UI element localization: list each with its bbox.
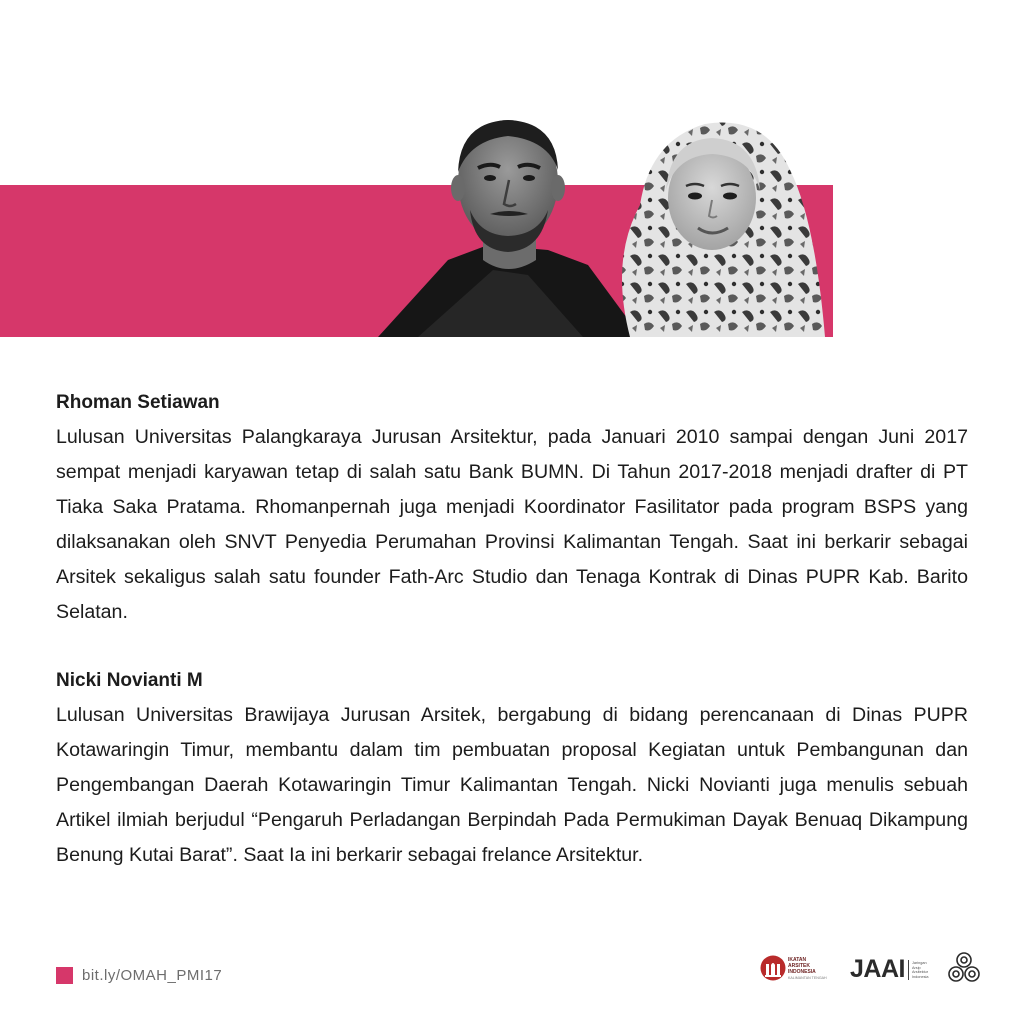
- jaai-logo: [850, 954, 942, 984]
- divider: [908, 960, 909, 980]
- jaai-logo-subtext: Jaringan Arsip Arsitektur Indonesia: [912, 961, 929, 979]
- portrait-nicki-novianti: [600, 110, 833, 337]
- person-name: Nicki Novianti M: [56, 670, 203, 691]
- partner-logos: [760, 948, 990, 988]
- iai-logo: [760, 952, 842, 984]
- person-bio: Lulusan Universitas Palangkaraya Jurusan Arsitektur, pada Januari 2010 sampai dengan Juni 2017 sempat menjadi karyawan tetap di salah satu Bank BUMN. Di Tahun 2017-2018 menjadi drafter di PT Tiaka Saka Pratama. Rhomanpernah juga menjadi Koordinator Fasilitator pada program BSPS yang dilaksanakan oleh SNVT Penyedia Perumahan Provinsi Kalimantan Tengah. Saat ini berkarir sebagai Arsitek sekaligus salah satu founder Fath-Arc Studio dan Tenaga Kontrak di Dinas PUPR Kab. Barito Selatan.: [56, 426, 968, 623]
- iai-logo-text: IKATAN ARSITEK INDONESIA KALIMANTAN TENGAH: [788, 957, 827, 980]
- square-bullet-icon: [56, 967, 73, 984]
- footer-link-text[interactable]: bit.ly/OMAH_PMI17: [82, 966, 223, 984]
- person-name: Rhoman Setiawan: [56, 392, 220, 413]
- bio-rhoman-setiawan: [56, 390, 968, 630]
- bio-nicki-novianti: [56, 668, 968, 873]
- knot-logo-icon: [946, 950, 982, 986]
- person-bio: Lulusan Universitas Brawijaya Jurusan Arsitek, bergabung di bidang perencanaan di Dinas PUPR Kotawaringin Timur, membantu dalam tim pembuatan proposal Kegiatan untuk Pembangunan dan Pengembangan Daerah Kotawaringin Timur Kalimantan Tengah. Nicki Novianti juga menulis sebuah Artikel ilmiah berjudul “Pengaruh Perladangan Berpindah Pada Permukiman Dayak Benuaq Dikampung Benung Kutai Barat”. Saat Ia ini berkarir sebagai frelance Arsitektur.: [56, 704, 968, 866]
- jaai-logo-word: JAAI: [850, 955, 905, 983]
- iai-logo-icon: [760, 954, 786, 982]
- footer-link[interactable]: [56, 964, 222, 986]
